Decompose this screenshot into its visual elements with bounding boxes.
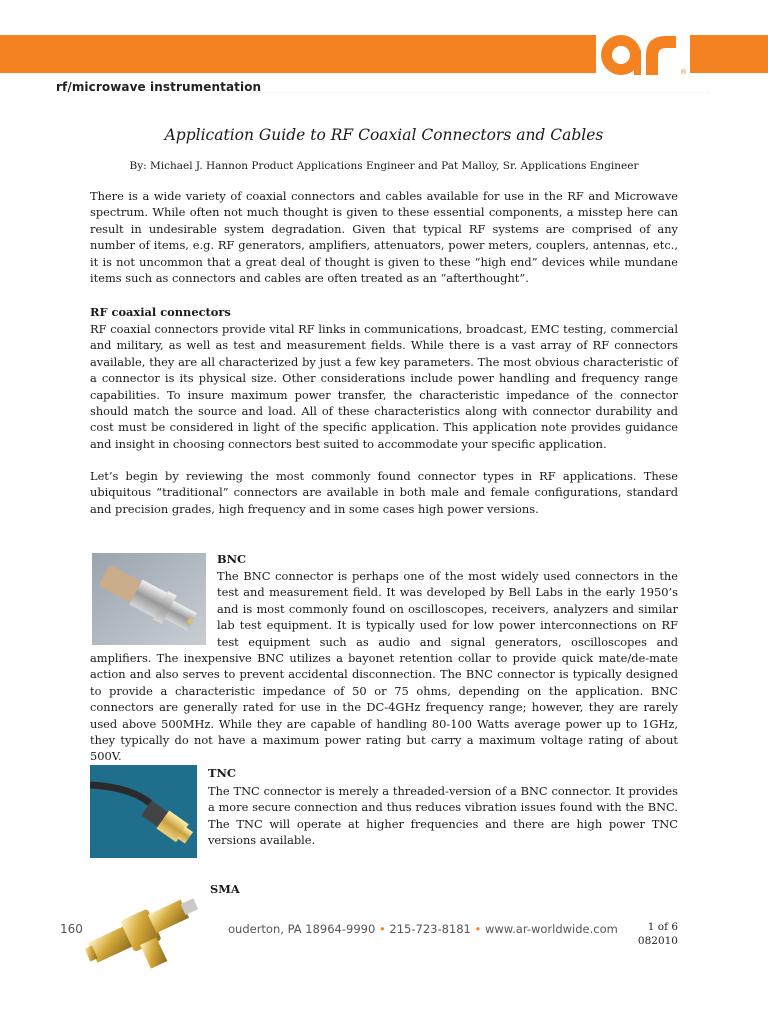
document-code: 082010 [637, 935, 678, 947]
sma-connector-image [78, 880, 228, 975]
footer-contact [228, 922, 618, 936]
tnc-connector-image [90, 765, 197, 858]
tagline: rf/microwave instrumentation [56, 80, 262, 94]
section-heading-tnc: TNC [208, 766, 236, 780]
footer-separator: • [378, 922, 386, 936]
document-byline: By: Michael J. Hannon Product Applications Engineer and Pat Malloy, Sr. Applications Engineer [129, 160, 639, 172]
rf-connectors-paragraph: RF coaxial connectors provide vital RF links in communications, broadcast, EMC testing, commercial and military, as well as test and measurement fields. While there is a vast array of RF connectors available, they are all characterized by just a few key parameters. The most obvious characteristic of a connector is its physical size. Other considerations include power handling and frequency range capabilities. To insure maximum power transfer, the characteristic impedance of the connector should match the source and load. All of these characteristics along with connector durability and cost must be considered in light of the specific application. This application note provides guidance and insight in choosing connectors best suited to accommodate your specific application. [90, 322, 678, 451]
section-heading-bnc: BNC [217, 552, 247, 566]
page-number: 1 of 6 [647, 921, 678, 933]
registered-mark: ® [680, 68, 687, 76]
footer-website[interactable]: www.ar-worldwide.com [484, 922, 618, 936]
bnc-paragraph [90, 568, 678, 765]
footer-separator: • [474, 922, 482, 936]
bnc-text: The BNC connector is perhaps one of the most widely used connectors in the test and measurement field. It was developed by Bell Labs in the early 1950’s and is most commonly found on oscilloscopes, receivers, analyzers and similar lab test equipment. It is typically used for low power interconnections on RF test equipment such as audio and signal generators, oscilloscopes and amplifiers. The inexpensive BNC utilizes a bayonet retention collar to provide quick mate/de-mate action and also serves to prevent accidental disconnection. The BNC connector is typically designed to provide a characteristic impedance of 50 or 75 ohms, depending on the application. BNC connectors are generally rated for use in the DC-4GHz frequency range; however, they are rarely used above 500MHz. While they are capable of handling 80-100 Watts average power up to 1GHz, they typically do not have a maximum power rating but carry a maximum voltage rating of about 500V. [90, 569, 678, 764]
section-heading-rf-connectors: RF coaxial connectors [90, 305, 231, 319]
footer-address-prefix: 160 [60, 922, 83, 936]
connector-types-paragraph: Let’s begin by reviewing the most commonly found connector types in RF applications. These ubiquitous “traditional” connectors are available in both male and female configurations, standard and precision grades, high frequency and in some cases high power versions. [90, 469, 678, 516]
tnc-paragraph: The TNC connector is merely a threaded-version of a BNC connector. It provides a more secure connection and thus reduces vibration issues found with the BNC. The TNC will operate at higher frequencies and there are high power TNC versions available. [208, 784, 678, 848]
footer-address: ouderton, PA 18964-9990 [228, 922, 376, 936]
header-divider [250, 92, 710, 94]
document-title: Application Guide to RF Coaxial Connectors and Cables [164, 126, 604, 144]
section-heading-sma: SMA [210, 882, 240, 896]
ar-logo-icon [596, 30, 690, 82]
footer-page-info [638, 920, 678, 948]
intro-paragraph: There is a wide variety of coaxial connectors and cables available for use in the RF and Microwave spectrum. While often not much thought is given to these essential components, a misstep here can result in undesirable system degradation. Given that typical RF systems are comprised of any number of items, e.g. RF generators, amplifiers, attenuators, power meters, couplers, antennas, etc., it is not uncommon that a great deal of thought is given to these “high end” devices while mundane items such as connectors and cables are often treated as an “afterthought”. [90, 189, 678, 286]
footer-phone: 215-723-8181 [389, 922, 471, 936]
